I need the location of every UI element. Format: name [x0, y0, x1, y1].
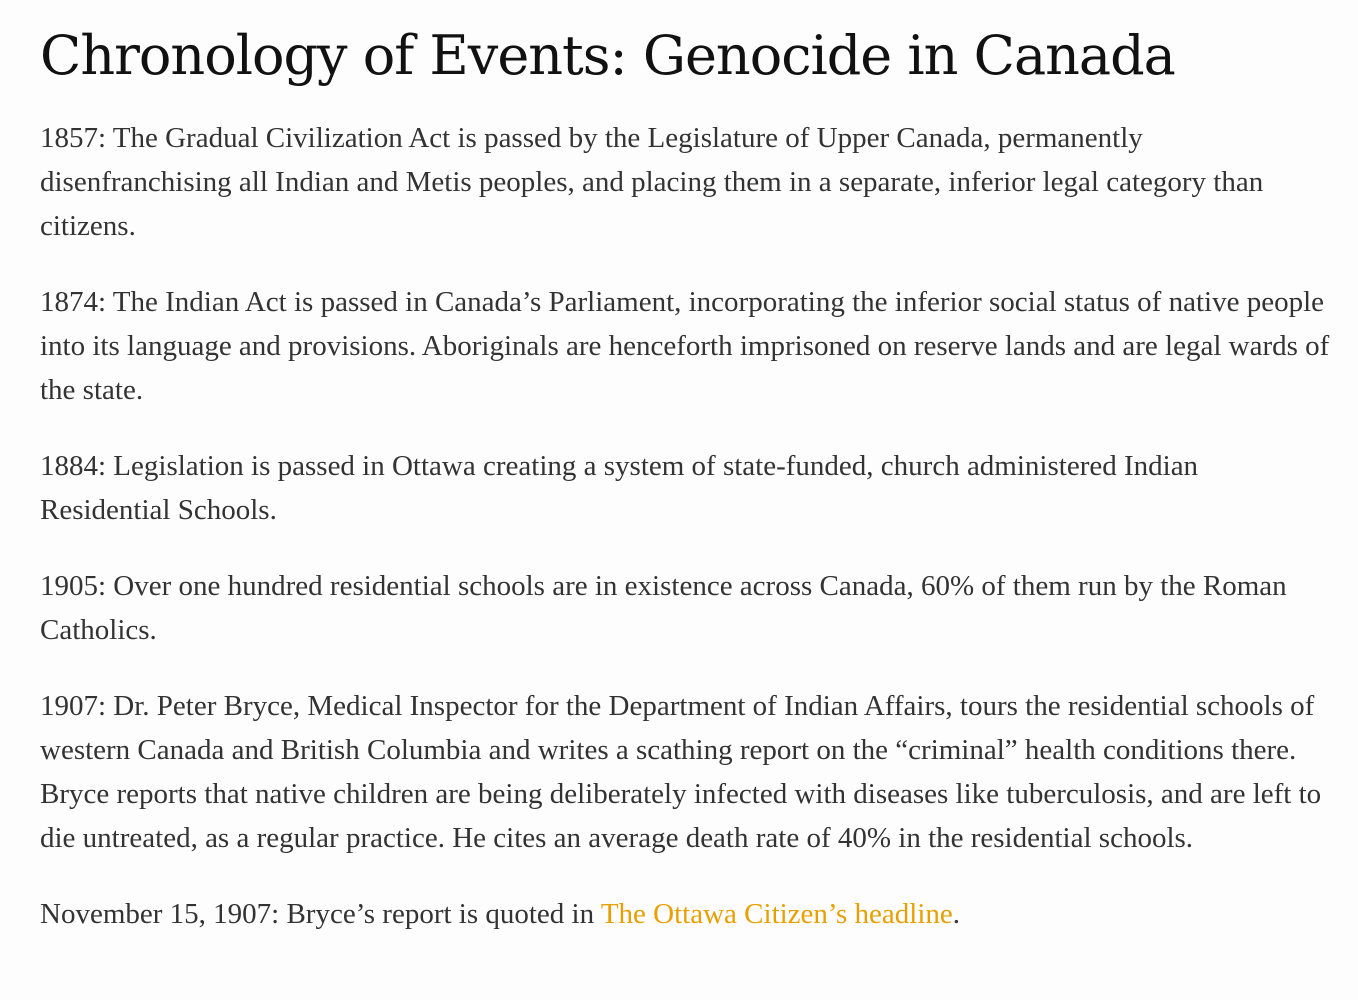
timeline-entry-1905: 1905: Over one hundred residential schools are in existence across Canada, 60% of them run by the Roman Catholics.	[40, 570, 1287, 646]
entry-prefix: November 15, 1907: Bryce’s report is quoted in	[40, 898, 601, 930]
timeline-entry-1884: 1884: Legislation is passed in Ottawa creating a system of state-funded, church administered Indian Residential Schools.	[40, 450, 1199, 526]
entry-suffix: .	[952, 898, 961, 930]
timeline-entry-1874: 1874: The Indian Act is passed in Canada’s Parliament, incorporating the inferior social status of native people into its language and provisions. Aboriginals are henceforth imprisoned on reserve lands and are legal wards of the state.	[40, 286, 1330, 406]
timeline-entry-1857: 1857: The Gradual Civilization Act is passed by the Legislature of Upper Canada, permanently disenfranchising all Indian and Metis peoples, and placing them in a separate, inferior legal category than citizens.	[40, 122, 1264, 242]
ottawa-citizen-headline-link[interactable]: The Ottawa Citizen’s headline	[600, 898, 953, 930]
page-title: Chronology of Events: Genocide in Canada	[40, 24, 1175, 87]
timeline-entry-1907: 1907: Dr. Peter Bryce, Medical Inspector for the Department of Indian Affairs, tours the residential schools of western Canada and British Columbia and writes a scathing report on the “criminal” health conditions there. Bryce reports that native children are being deliberately infected with diseases like tuberculosis, and are left to die untreated, as a regular practice. He cites an average death rate of 40% in the residential schools.	[40, 690, 1322, 854]
timeline-entry-nov-1907	[40, 892, 1330, 936]
